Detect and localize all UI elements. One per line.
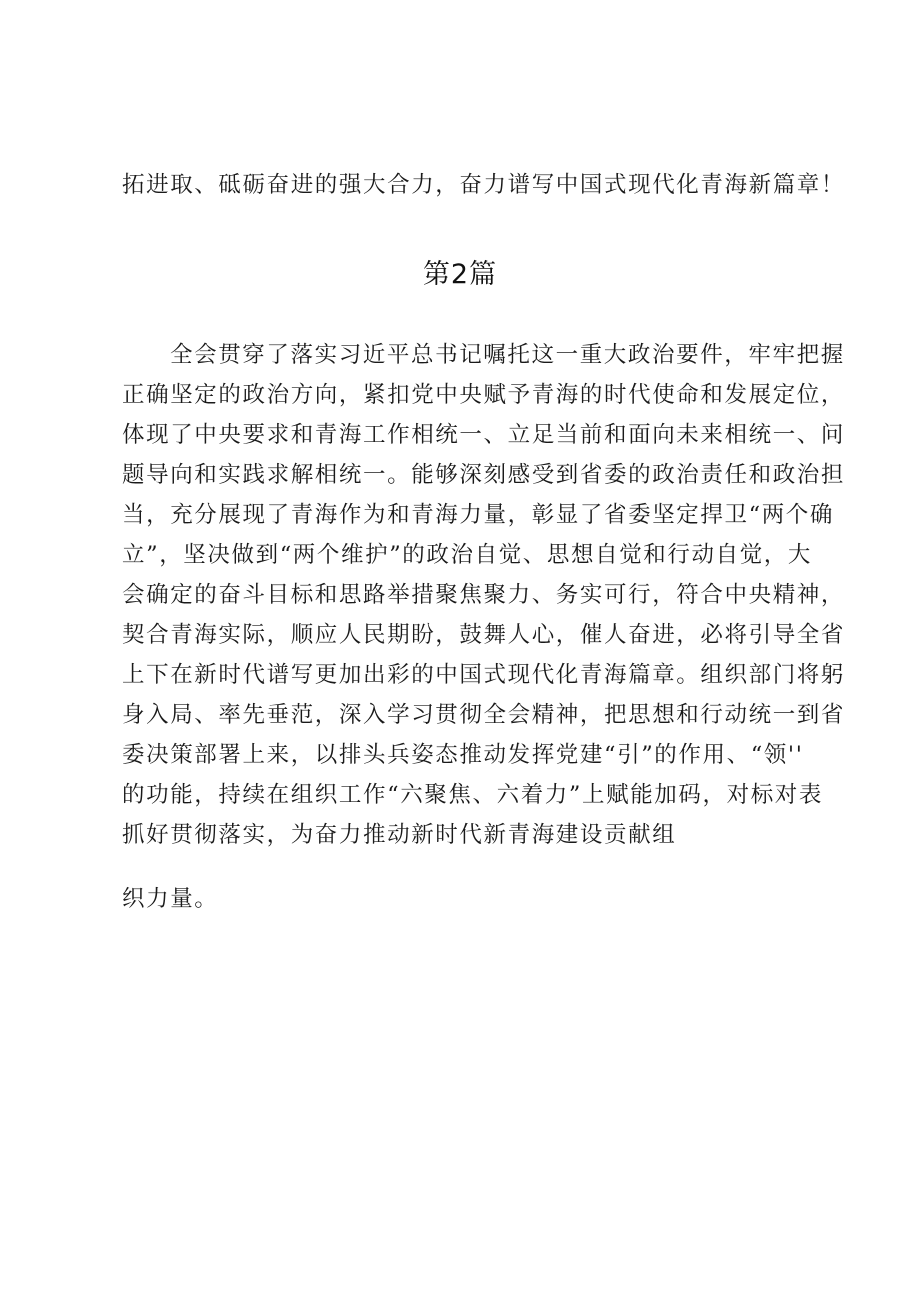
paragraph-line: 契合青海实际，顺应人民期盼，鼓舞人心，催人奋进，必将引导全省 (122, 622, 846, 648)
paragraph-line: 当，充分展现了青海作为和青海力量，彰显了省委坚定捍卫“两个确 (122, 502, 835, 528)
paragraph-line: 抓好贯彻落实，为奋力推动新时代新青海建设贡献组 (122, 822, 677, 848)
paragraph-line: 体现了中央要求和青海工作相统一、立足当前和面向未来相统一、问 (122, 422, 846, 448)
paragraph-line: 立”，坚决做到“两个维护”的政治自觉、思想自觉和行动自觉，大 (122, 542, 813, 568)
section-heading: 第2篇 (422, 259, 498, 290)
paragraph-line: 会确定的奋斗目标和思路举措聚焦聚力、务实可行，符合中央精神， (122, 582, 846, 608)
paragraph-line: 身入局、率先垂范，深入学习贯彻全会精神，把思想和行动统一到省 (122, 702, 846, 728)
paragraph-line: 上下在新时代谱写更加出彩的中国式现代化青海篇章。组织部门将躬 (122, 662, 846, 688)
paragraph-line: 全会贯穿了落实习近平总书记嘱托这一重大政治要件，牢牢把握 (170, 342, 845, 368)
continuation-line: 拓进取、砥砺奋进的强大合力，奋力谱写中国式现代化青海新篇章！ (122, 172, 846, 198)
paragraph-line: 正确坚定的政治方向，紧扣党中央赋予青海的时代使命和发展定位， (122, 382, 846, 408)
final-line: 织力量。 (122, 886, 219, 912)
paragraph-line: 的功能，持续在组织工作“六聚焦、六着力”上赋能加码，对标对表 (122, 782, 824, 808)
paragraph-line: 委决策部署上来，以排头兵姿态推动发挥党建“引”的作用、“领'' (122, 742, 804, 768)
paragraph-line: 题导向和实践求解相统一。能够深刻感受到省委的政治责任和政治担 (122, 462, 846, 488)
